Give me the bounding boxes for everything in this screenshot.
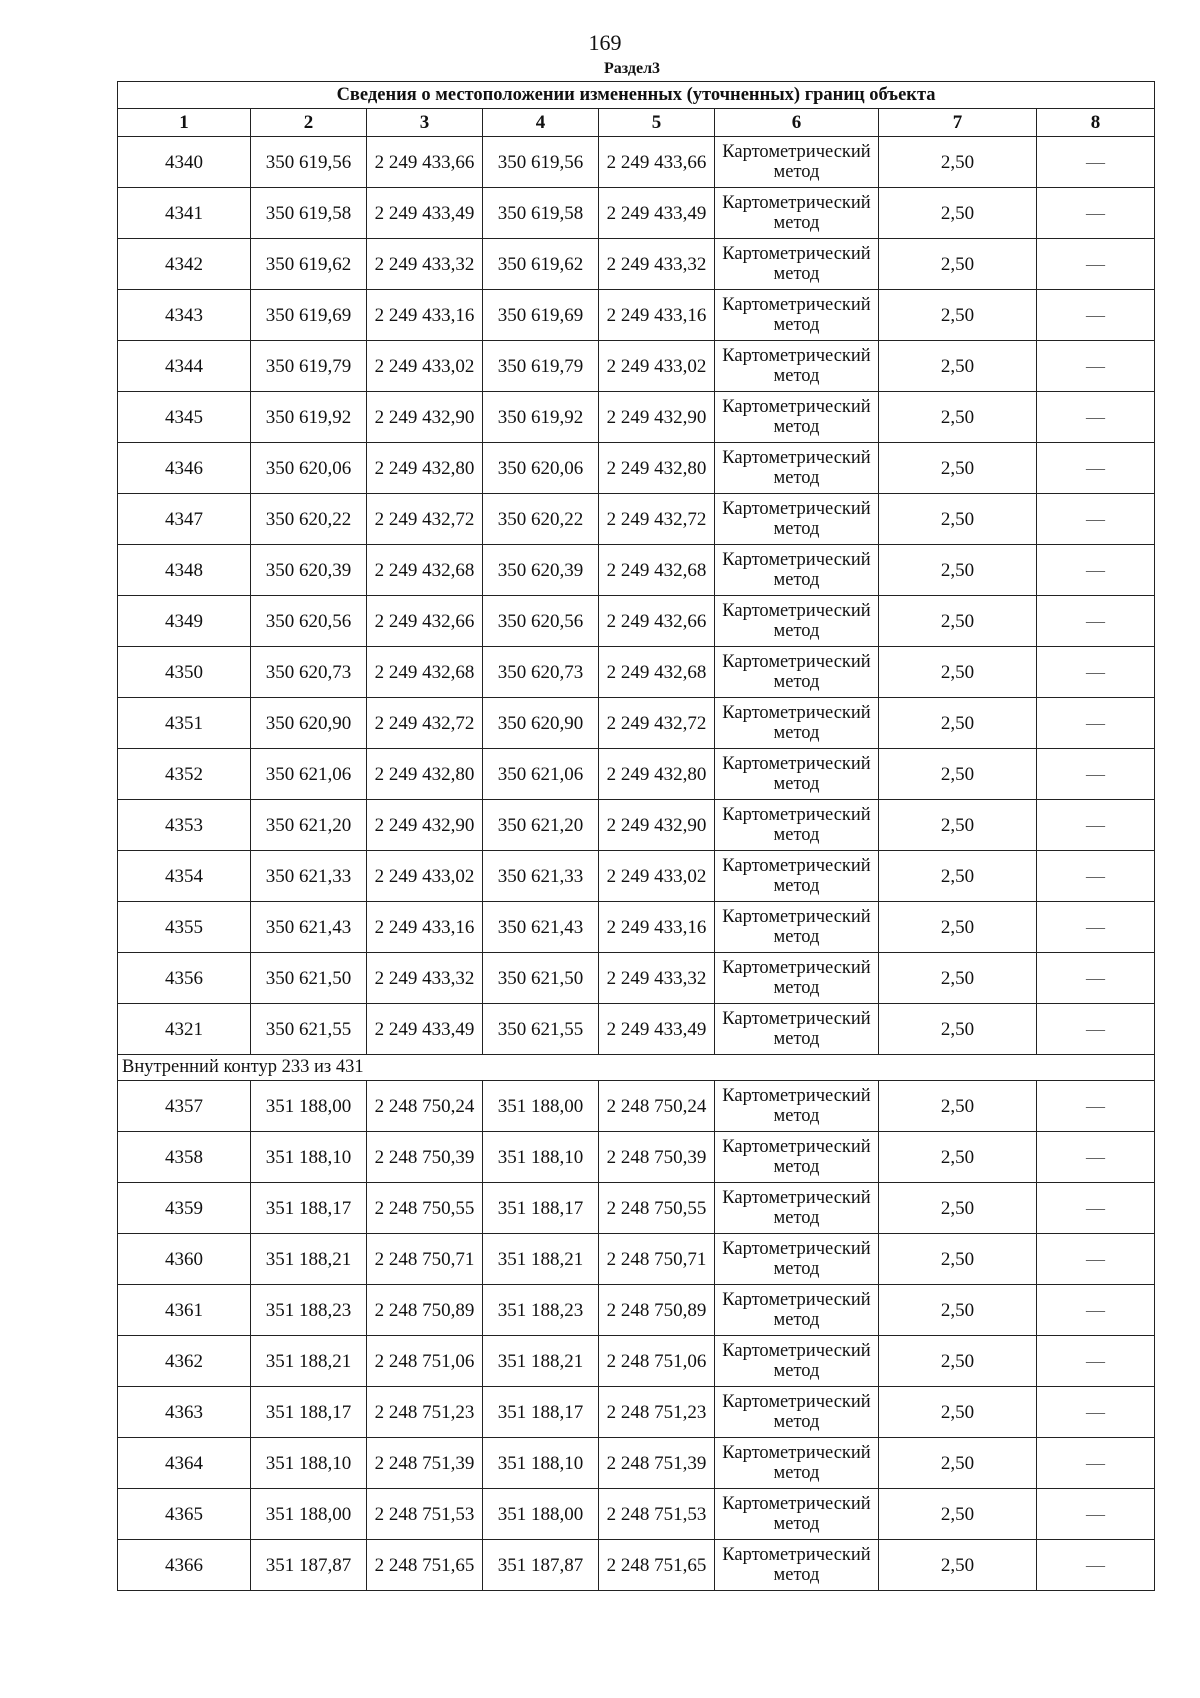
x-new-cell: 350 621,33 — [483, 851, 599, 902]
method-cell: Картометрический метод — [715, 443, 879, 494]
accuracy-cell: 2,50 — [879, 851, 1037, 902]
point-number-cell: 4354 — [118, 851, 251, 902]
x-old-cell: 350 621,50 — [251, 953, 367, 1004]
x-old-cell: 351 188,21 — [251, 1234, 367, 1285]
x-new-cell: 351 187,87 — [483, 1540, 599, 1591]
description-cell: — — [1037, 1438, 1155, 1489]
method-cell: Картометрический метод — [715, 596, 879, 647]
table-row — [118, 239, 1155, 290]
table-row — [118, 698, 1155, 749]
y-new-cell: 2 249 433,49 — [599, 188, 715, 239]
y-new-cell: 2 249 432,72 — [599, 494, 715, 545]
point-number-cell: 4341 — [118, 188, 251, 239]
accuracy-cell: 2,50 — [879, 800, 1037, 851]
y-new-cell: 2 248 750,71 — [599, 1234, 715, 1285]
y-new-cell: 2 248 750,55 — [599, 1183, 715, 1234]
point-number-cell: 4361 — [118, 1285, 251, 1336]
y-old-cell: 2 249 433,66 — [367, 137, 483, 188]
point-number-cell: 4359 — [118, 1183, 251, 1234]
x-old-cell: 351 188,17 — [251, 1387, 367, 1438]
method-cell: Картометрический метод — [715, 239, 879, 290]
y-new-cell: 2 248 750,89 — [599, 1285, 715, 1336]
description-cell: — — [1037, 749, 1155, 800]
table-row — [118, 1234, 1155, 1285]
y-old-cell: 2 249 432,90 — [367, 800, 483, 851]
y-old-cell: 2 248 751,39 — [367, 1438, 483, 1489]
point-number-cell: 4364 — [118, 1438, 251, 1489]
table-body — [118, 82, 1155, 1591]
table-row — [118, 443, 1155, 494]
accuracy-cell: 2,50 — [879, 1336, 1037, 1387]
method-cell: Картометрический метод — [715, 1234, 879, 1285]
method-cell: Картометрический метод — [715, 902, 879, 953]
table-row — [118, 647, 1155, 698]
y-new-cell: 2 249 433,02 — [599, 341, 715, 392]
method-cell: Картометрический метод — [715, 1183, 879, 1234]
y-old-cell: 2 248 751,53 — [367, 1489, 483, 1540]
y-old-cell: 2 249 432,72 — [367, 494, 483, 545]
accuracy-cell: 2,50 — [879, 290, 1037, 341]
method-cell: Картометрический метод — [715, 647, 879, 698]
y-new-cell: 2 248 750,24 — [599, 1081, 715, 1132]
x-new-cell: 350 619,69 — [483, 290, 599, 341]
y-new-cell: 2 249 433,32 — [599, 239, 715, 290]
y-old-cell: 2 248 751,06 — [367, 1336, 483, 1387]
accuracy-cell: 2,50 — [879, 1387, 1037, 1438]
y-new-cell: 2 249 432,90 — [599, 800, 715, 851]
point-number-cell: 4351 — [118, 698, 251, 749]
accuracy-cell: 2,50 — [879, 1438, 1037, 1489]
x-new-cell: 350 619,62 — [483, 239, 599, 290]
y-old-cell: 2 249 432,68 — [367, 647, 483, 698]
description-cell: — — [1037, 443, 1155, 494]
x-old-cell: 350 621,33 — [251, 851, 367, 902]
table-row — [118, 392, 1155, 443]
description-cell: — — [1037, 902, 1155, 953]
description-cell: — — [1037, 851, 1155, 902]
y-old-cell: 2 249 433,16 — [367, 902, 483, 953]
x-old-cell: 351 188,00 — [251, 1081, 367, 1132]
x-old-cell: 350 620,39 — [251, 545, 367, 596]
x-old-cell: 351 187,87 — [251, 1540, 367, 1591]
point-number-cell: 4348 — [118, 545, 251, 596]
accuracy-cell: 2,50 — [879, 749, 1037, 800]
method-cell: Картометрический метод — [715, 1285, 879, 1336]
accuracy-cell: 2,50 — [879, 341, 1037, 392]
description-cell: — — [1037, 392, 1155, 443]
accuracy-cell: 2,50 — [879, 596, 1037, 647]
method-cell: Картометрический метод — [715, 1438, 879, 1489]
y-new-cell: 2 249 432,80 — [599, 443, 715, 494]
x-new-cell: 351 188,21 — [483, 1234, 599, 1285]
table-row — [118, 1336, 1155, 1387]
description-cell: — — [1037, 698, 1155, 749]
x-new-cell: 350 619,92 — [483, 392, 599, 443]
column-number: 2 — [251, 109, 367, 137]
column-number: 1 — [118, 109, 251, 137]
y-old-cell: 2 248 751,23 — [367, 1387, 483, 1438]
method-cell: Картометрический метод — [715, 341, 879, 392]
x-new-cell: 351 188,23 — [483, 1285, 599, 1336]
x-old-cell: 350 619,58 — [251, 188, 367, 239]
table-row — [118, 851, 1155, 902]
x-new-cell: 350 621,55 — [483, 1004, 599, 1055]
accuracy-cell: 2,50 — [879, 188, 1037, 239]
x-new-cell: 351 188,10 — [483, 1438, 599, 1489]
y-old-cell: 2 249 432,72 — [367, 698, 483, 749]
y-new-cell: 2 249 432,68 — [599, 545, 715, 596]
y-old-cell: 2 249 432,66 — [367, 596, 483, 647]
x-old-cell: 350 619,56 — [251, 137, 367, 188]
y-new-cell: 2 249 433,49 — [599, 1004, 715, 1055]
point-number-cell: 4357 — [118, 1081, 251, 1132]
column-number: 8 — [1037, 109, 1155, 137]
point-number-cell: 4342 — [118, 239, 251, 290]
table-row — [118, 290, 1155, 341]
description-cell: — — [1037, 647, 1155, 698]
description-cell: — — [1037, 137, 1155, 188]
table-row — [118, 1489, 1155, 1540]
point-number-cell: 4362 — [118, 1336, 251, 1387]
y-new-cell: 2 248 751,39 — [599, 1438, 715, 1489]
section-title: Раздел3 — [603, 60, 661, 77]
x-old-cell: 350 619,69 — [251, 290, 367, 341]
y-new-cell: 2 249 432,72 — [599, 698, 715, 749]
description-cell: — — [1037, 239, 1155, 290]
table-row — [118, 137, 1155, 188]
table-row — [118, 494, 1155, 545]
accuracy-cell: 2,50 — [879, 647, 1037, 698]
y-old-cell: 2 249 433,49 — [367, 188, 483, 239]
x-new-cell: 351 188,17 — [483, 1183, 599, 1234]
y-new-cell: 2 249 433,02 — [599, 851, 715, 902]
accuracy-cell: 2,50 — [879, 1183, 1037, 1234]
y-new-cell: 2 249 432,68 — [599, 647, 715, 698]
y-new-cell: 2 248 751,53 — [599, 1489, 715, 1540]
y-old-cell: 2 248 750,55 — [367, 1183, 483, 1234]
point-number-cell: 4321 — [118, 1004, 251, 1055]
accuracy-cell: 2,50 — [879, 698, 1037, 749]
accuracy-cell: 2,50 — [879, 1004, 1037, 1055]
description-cell: — — [1037, 341, 1155, 392]
y-old-cell: 2 249 433,02 — [367, 341, 483, 392]
x-new-cell: 350 620,06 — [483, 443, 599, 494]
description-cell: — — [1037, 1004, 1155, 1055]
table-row — [118, 1540, 1155, 1591]
y-old-cell: 2 249 433,32 — [367, 239, 483, 290]
column-number-row — [118, 109, 1155, 137]
accuracy-cell: 2,50 — [879, 239, 1037, 290]
x-old-cell: 350 620,22 — [251, 494, 367, 545]
description-cell: — — [1037, 1183, 1155, 1234]
method-cell: Картометрический метод — [715, 392, 879, 443]
point-number-cell: 4352 — [118, 749, 251, 800]
table-row — [118, 341, 1155, 392]
table-row — [118, 1387, 1155, 1438]
description-cell: — — [1037, 1081, 1155, 1132]
y-old-cell: 2 249 432,80 — [367, 749, 483, 800]
y-old-cell: 2 248 750,39 — [367, 1132, 483, 1183]
table-row — [118, 1081, 1155, 1132]
x-old-cell: 350 619,79 — [251, 341, 367, 392]
accuracy-cell: 2,50 — [879, 494, 1037, 545]
table-row — [118, 1004, 1155, 1055]
x-old-cell: 351 188,10 — [251, 1438, 367, 1489]
point-number-cell: 4349 — [118, 596, 251, 647]
y-new-cell: 2 249 433,32 — [599, 953, 715, 1004]
table-row — [118, 1285, 1155, 1336]
description-cell: — — [1037, 188, 1155, 239]
x-old-cell: 350 621,55 — [251, 1004, 367, 1055]
accuracy-cell: 2,50 — [879, 137, 1037, 188]
description-cell: — — [1037, 800, 1155, 851]
method-cell: Картометрический метод — [715, 1540, 879, 1591]
x-old-cell: 351 188,00 — [251, 1489, 367, 1540]
description-cell: — — [1037, 1285, 1155, 1336]
method-cell: Картометрический метод — [715, 851, 879, 902]
method-cell: Картометрический метод — [715, 1336, 879, 1387]
y-new-cell: 2 248 751,23 — [599, 1387, 715, 1438]
x-old-cell: 351 188,17 — [251, 1183, 367, 1234]
y-new-cell: 2 248 751,65 — [599, 1540, 715, 1591]
y-old-cell: 2 249 432,80 — [367, 443, 483, 494]
point-number-cell: 4366 — [118, 1540, 251, 1591]
x-old-cell: 351 188,10 — [251, 1132, 367, 1183]
accuracy-cell: 2,50 — [879, 1489, 1037, 1540]
method-cell: Картометрический метод — [715, 1489, 879, 1540]
x-new-cell: 350 620,56 — [483, 596, 599, 647]
x-new-cell: 350 621,50 — [483, 953, 599, 1004]
x-new-cell: 350 619,56 — [483, 137, 599, 188]
method-cell: Картометрический метод — [715, 698, 879, 749]
point-number-cell: 4360 — [118, 1234, 251, 1285]
x-old-cell: 350 619,62 — [251, 239, 367, 290]
method-cell: Картометрический метод — [715, 1081, 879, 1132]
method-cell: Картометрический метод — [715, 545, 879, 596]
y-new-cell: 2 248 750,39 — [599, 1132, 715, 1183]
method-cell: Картометрический метод — [715, 188, 879, 239]
accuracy-cell: 2,50 — [879, 953, 1037, 1004]
x-new-cell: 350 621,20 — [483, 800, 599, 851]
description-cell: — — [1037, 494, 1155, 545]
method-cell: Картометрический метод — [715, 1004, 879, 1055]
table-row — [118, 902, 1155, 953]
description-cell: — — [1037, 545, 1155, 596]
point-number-cell: 4356 — [118, 953, 251, 1004]
method-cell: Картометрический метод — [715, 1387, 879, 1438]
accuracy-cell: 2,50 — [879, 545, 1037, 596]
x-new-cell: 351 188,17 — [483, 1387, 599, 1438]
table-row — [118, 800, 1155, 851]
description-cell: — — [1037, 596, 1155, 647]
x-old-cell: 351 188,23 — [251, 1285, 367, 1336]
x-old-cell: 350 620,56 — [251, 596, 367, 647]
method-cell: Картометрический метод — [715, 290, 879, 341]
table-row — [118, 1132, 1155, 1183]
y-old-cell: 2 249 433,32 — [367, 953, 483, 1004]
x-old-cell: 350 620,73 — [251, 647, 367, 698]
x-new-cell: 350 619,79 — [483, 341, 599, 392]
x-old-cell: 350 621,06 — [251, 749, 367, 800]
y-old-cell: 2 248 750,24 — [367, 1081, 483, 1132]
column-number: 7 — [879, 109, 1037, 137]
table-row — [118, 545, 1155, 596]
x-new-cell: 350 620,39 — [483, 545, 599, 596]
method-cell: Картометрический метод — [715, 800, 879, 851]
x-new-cell: 350 621,43 — [483, 902, 599, 953]
column-number: 6 — [715, 109, 879, 137]
accuracy-cell: 2,50 — [879, 392, 1037, 443]
description-cell: — — [1037, 1540, 1155, 1591]
point-number-cell: 4343 — [118, 290, 251, 341]
description-cell: — — [1037, 1387, 1155, 1438]
description-cell: — — [1037, 1336, 1155, 1387]
point-number-cell: 4345 — [118, 392, 251, 443]
description-cell: — — [1037, 290, 1155, 341]
y-new-cell: 2 249 433,16 — [599, 290, 715, 341]
point-number-cell: 4340 — [118, 137, 251, 188]
x-new-cell: 350 620,22 — [483, 494, 599, 545]
table-caption: Сведения о местоположении измененных (уточненных) границ объекта — [118, 82, 1155, 109]
accuracy-cell: 2,50 — [879, 1132, 1037, 1183]
x-old-cell: 351 188,21 — [251, 1336, 367, 1387]
y-new-cell: 2 249 432,90 — [599, 392, 715, 443]
method-cell: Картометрический метод — [715, 953, 879, 1004]
point-number-cell: 4347 — [118, 494, 251, 545]
y-new-cell: 2 249 432,66 — [599, 596, 715, 647]
y-new-cell: 2 249 432,80 — [599, 749, 715, 800]
page-number: 169 — [588, 30, 622, 55]
description-cell: — — [1037, 1132, 1155, 1183]
y-old-cell: 2 249 432,90 — [367, 392, 483, 443]
column-number: 5 — [599, 109, 715, 137]
method-cell: Картометрический метод — [715, 749, 879, 800]
point-number-cell: 4358 — [118, 1132, 251, 1183]
accuracy-cell: 2,50 — [879, 1234, 1037, 1285]
table-row — [118, 1183, 1155, 1234]
x-new-cell: 350 620,90 — [483, 698, 599, 749]
boundary-table — [117, 81, 1155, 1591]
description-cell: — — [1037, 1489, 1155, 1540]
accuracy-cell: 2,50 — [879, 1285, 1037, 1336]
x-new-cell: 351 188,10 — [483, 1132, 599, 1183]
contour-heading-row — [118, 1055, 1155, 1081]
table-row — [118, 749, 1155, 800]
point-number-cell: 4350 — [118, 647, 251, 698]
accuracy-cell: 2,50 — [879, 1081, 1037, 1132]
y-new-cell: 2 249 433,66 — [599, 137, 715, 188]
x-old-cell: 350 621,20 — [251, 800, 367, 851]
point-number-cell: 4346 — [118, 443, 251, 494]
table-row — [118, 1438, 1155, 1489]
description-cell: — — [1037, 1234, 1155, 1285]
column-number: 4 — [483, 109, 599, 137]
y-old-cell: 2 249 433,16 — [367, 290, 483, 341]
contour-label: Внутренний контур 233 из 431 — [118, 1055, 1155, 1081]
accuracy-cell: 2,50 — [879, 443, 1037, 494]
point-number-cell: 4355 — [118, 902, 251, 953]
column-number: 3 — [367, 109, 483, 137]
table-row — [118, 188, 1155, 239]
method-cell: Картометрический метод — [715, 494, 879, 545]
y-old-cell: 2 248 751,65 — [367, 1540, 483, 1591]
accuracy-cell: 2,50 — [879, 1540, 1037, 1591]
method-cell: Картометрический метод — [715, 1132, 879, 1183]
x-new-cell: 350 619,58 — [483, 188, 599, 239]
method-cell: Картометрический метод — [715, 137, 879, 188]
y-old-cell: 2 249 433,02 — [367, 851, 483, 902]
x-new-cell: 351 188,00 — [483, 1489, 599, 1540]
x-new-cell: 351 188,00 — [483, 1081, 599, 1132]
point-number-cell: 4344 — [118, 341, 251, 392]
x-old-cell: 350 620,90 — [251, 698, 367, 749]
x-new-cell: 351 188,21 — [483, 1336, 599, 1387]
y-new-cell: 2 249 433,16 — [599, 902, 715, 953]
description-cell: — — [1037, 953, 1155, 1004]
y-old-cell: 2 249 433,49 — [367, 1004, 483, 1055]
x-old-cell: 350 621,43 — [251, 902, 367, 953]
y-old-cell: 2 248 750,89 — [367, 1285, 483, 1336]
point-number-cell: 4363 — [118, 1387, 251, 1438]
x-new-cell: 350 621,06 — [483, 749, 599, 800]
y-old-cell: 2 248 750,71 — [367, 1234, 483, 1285]
table-row — [118, 953, 1155, 1004]
point-number-cell: 4353 — [118, 800, 251, 851]
x-old-cell: 350 619,92 — [251, 392, 367, 443]
point-number-cell: 4365 — [118, 1489, 251, 1540]
table-row — [118, 596, 1155, 647]
x-new-cell: 350 620,73 — [483, 647, 599, 698]
y-old-cell: 2 249 432,68 — [367, 545, 483, 596]
accuracy-cell: 2,50 — [879, 902, 1037, 953]
x-old-cell: 350 620,06 — [251, 443, 367, 494]
y-new-cell: 2 248 751,06 — [599, 1336, 715, 1387]
